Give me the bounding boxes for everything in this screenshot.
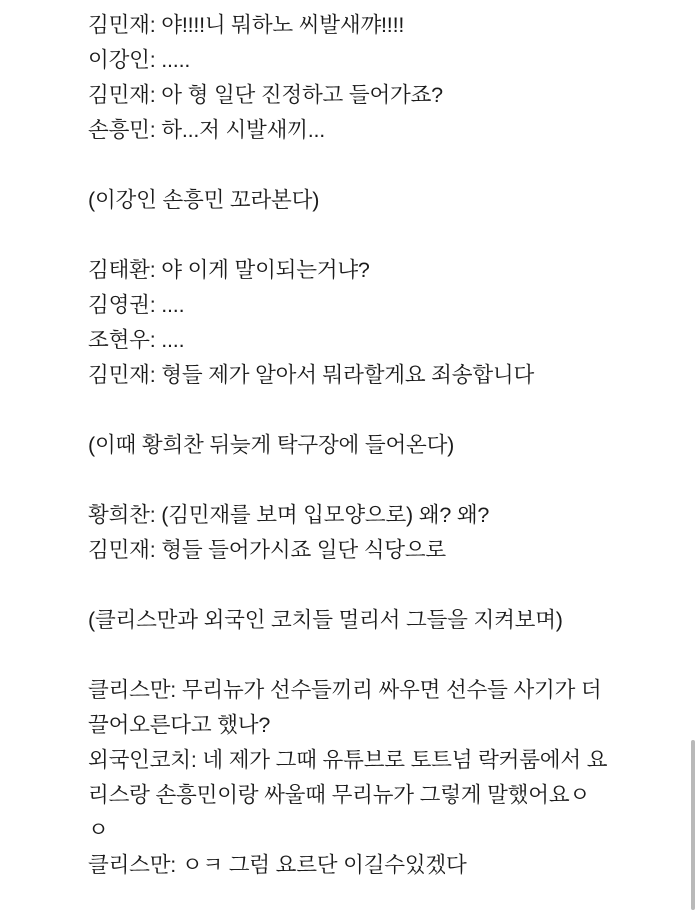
text-line: 외국인코치: 네 제가 그때 유튜브로 토트넘 락커룸에서 요리스랑 손흥민이랑 싸울때 무리뉴가 그렇게 말했어요ㅇㅇ bbox=[88, 748, 608, 842]
text-line: 이강인: ..... bbox=[88, 48, 191, 72]
text-line: 조현우: .... bbox=[88, 328, 185, 352]
text-line: 김민재: 야!!!!니 뭐하노 씨발새꺄!!!! bbox=[88, 13, 405, 37]
text-line: 손흥민: 하...저 시발새끼... bbox=[88, 118, 326, 142]
text-line: 김영권: .... bbox=[88, 293, 185, 317]
text-line: 김태환: 야 이게 말이되는거냐? bbox=[88, 258, 370, 282]
text-line-blank bbox=[88, 218, 608, 253]
text-line: 클리스만: ㅇㅋ 그럼 요르단 이길수있겠다 bbox=[88, 853, 467, 877]
text-line: 김민재: 형들 들어가시죠 일단 식당으로 bbox=[88, 538, 446, 562]
text-line: 황희찬: (김민재를 보며 입모양으로) 왜? 왜? bbox=[88, 503, 490, 527]
scrollbar-thumb[interactable] bbox=[691, 740, 695, 910]
text-line: 김민재: 아 형 일단 진정하고 들어가죠? bbox=[88, 83, 443, 107]
text-line-blank bbox=[88, 463, 608, 498]
text-line-blank bbox=[88, 568, 608, 603]
text-line: (클리스만과 외국인 코치들 멀리서 그들을 지켜보며) bbox=[88, 608, 563, 632]
text-line: (이강인 손흥민 꼬라본다) bbox=[88, 188, 320, 212]
text-line-blank bbox=[88, 638, 608, 673]
left-margin bbox=[0, 0, 88, 922]
text-line: 클리스만: 무리뉴가 선수들끼리 싸우면 선수들 사기가 더 끌어오른다고 했나? bbox=[88, 678, 608, 737]
document-text-body bbox=[88, 8, 608, 883]
text-line-blank bbox=[88, 148, 608, 183]
text-line: (이때 황희찬 뒤늦게 탁구장에 들어온다) bbox=[88, 433, 455, 457]
text-line: 김민재: 형들 제가 알아서 뭐라할게요 죄송합니다 bbox=[88, 363, 535, 387]
scrollbar[interactable] bbox=[692, 0, 698, 922]
text-line-blank bbox=[88, 393, 608, 428]
